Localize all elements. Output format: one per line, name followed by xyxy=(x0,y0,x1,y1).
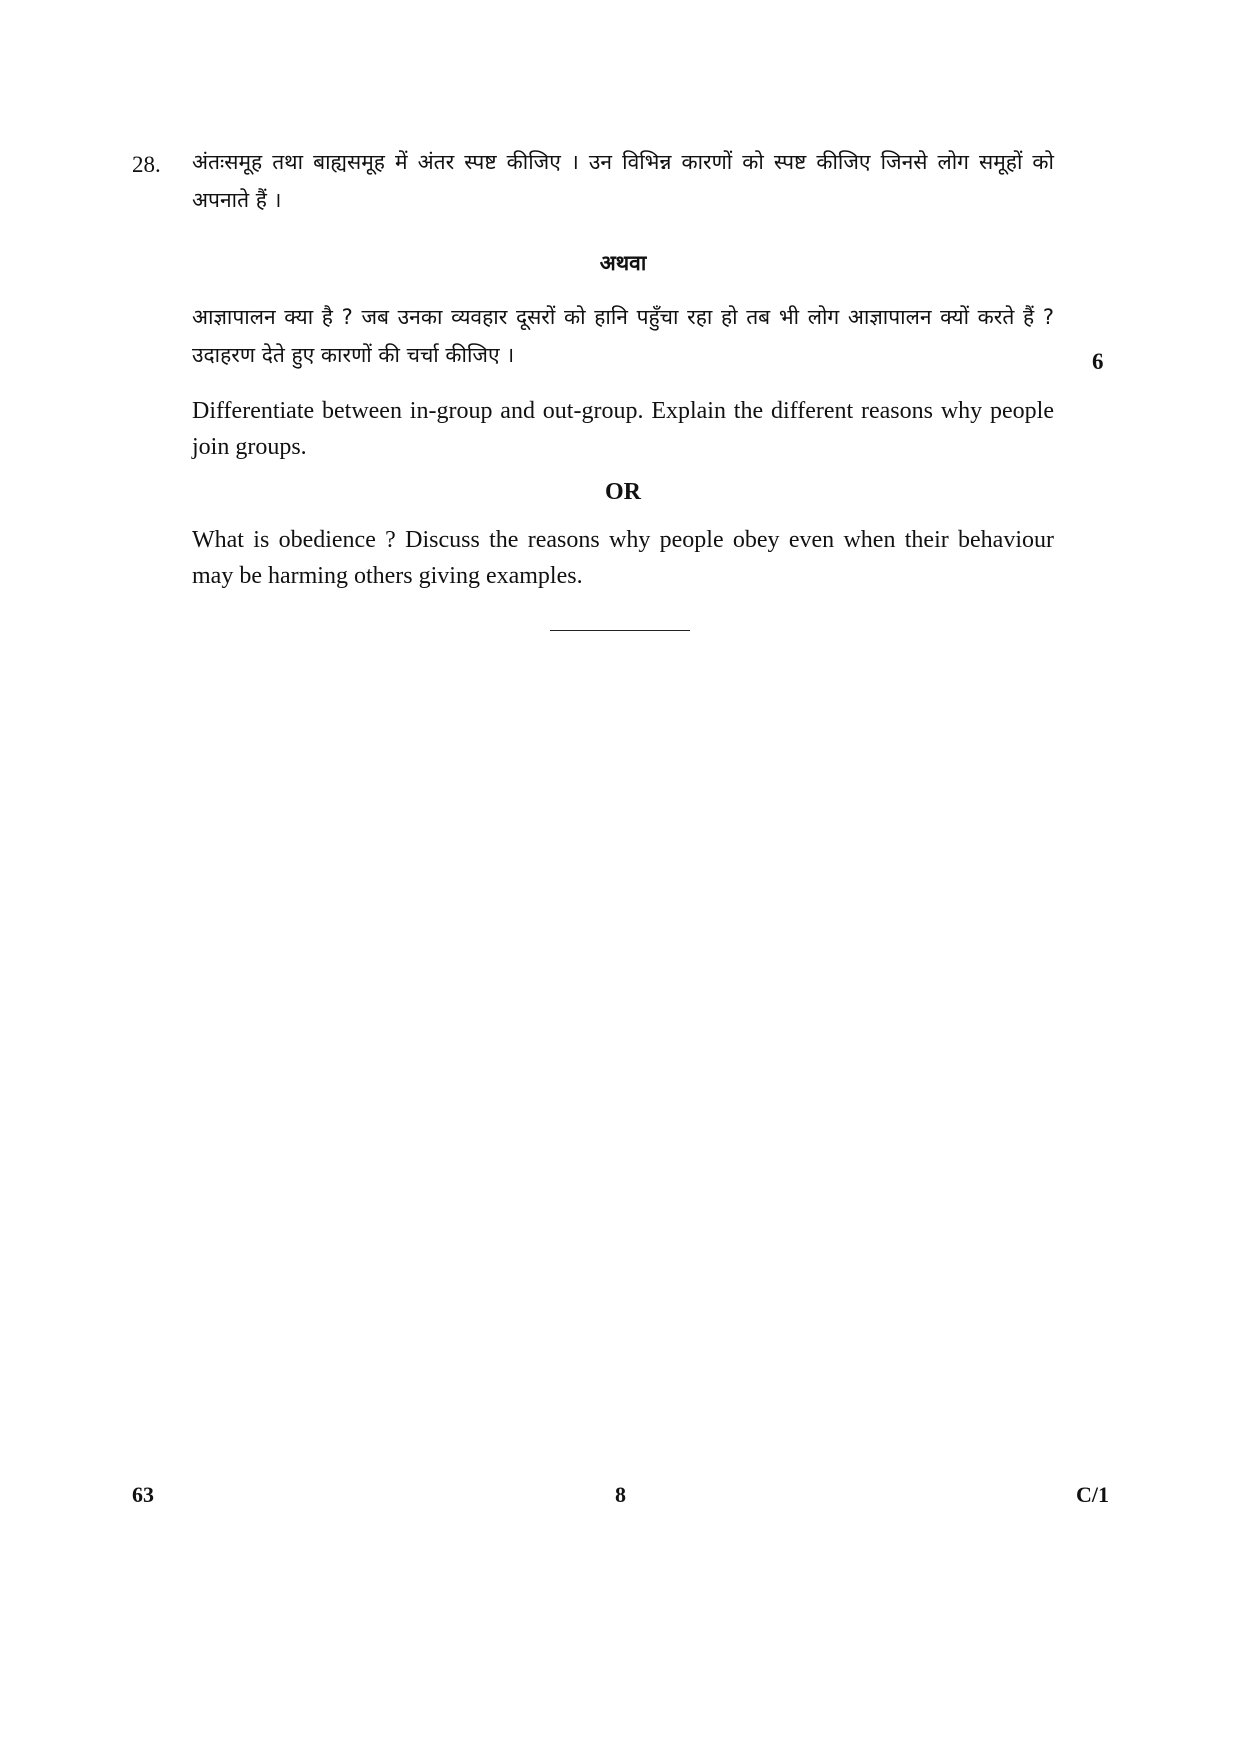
end-divider xyxy=(550,630,690,631)
question-hindi-part1: अंतःसमूह तथा बाह्यसमूह में अंतर स्पष्ट कीजिए । उन विभिन्न कारणों को स्पष्ट कीजिए जिनसे लोग समूहों को अपनाते हैं । xyxy=(192,150,1054,212)
footer-paper-code: 63 xyxy=(132,1482,154,1507)
question-number: 28. xyxy=(132,152,161,177)
footer-page-number: 8 xyxy=(615,1482,626,1507)
question-hindi-part2: आज्ञापालन क्या है ? जब उनका व्यवहार दूसरों को हानि पहुँचा रहा हो तब भी लोग आज्ञापालन क्यों करते हैं ? उदाहरण देते हुए कारणों की चर्चा कीजिए । xyxy=(192,305,1054,367)
question-marks: 6 xyxy=(1092,349,1104,374)
footer-set-code: C/1 xyxy=(1076,1482,1109,1507)
or-label-english: OR xyxy=(605,479,641,505)
question-english-part2: What is obedience ? Discuss the reasons why people obey even when their behaviour may be harming others giving examples. xyxy=(192,527,1054,589)
question-english-part1: Differentiate between in-group and out-group. Explain the different reasons why people join groups. xyxy=(192,398,1054,460)
or-label-hindi: अथवा xyxy=(599,251,647,275)
